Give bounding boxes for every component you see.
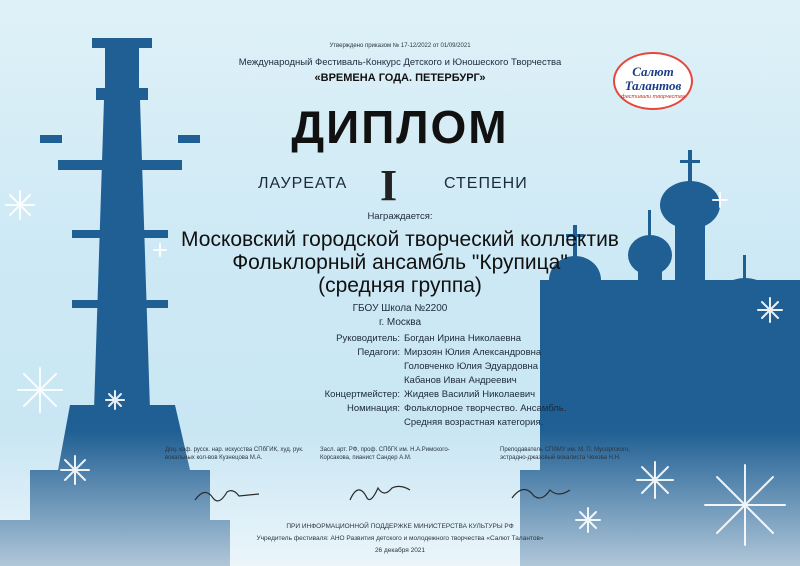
- festival-name: «ВРЕМЕНА ГОДА. ПЕТЕРБУРГ»: [314, 72, 486, 84]
- recipient-line-2: Фольклорный ансамбль "Крупица": [232, 251, 568, 274]
- logo-line1: Салют: [632, 64, 674, 79]
- detail-value: Головченко Юлия Эдуардовна: [404, 361, 539, 372]
- founder-note: Учредитель фестиваля: АНО Развития детского и молодежного творчества «Салют Талантов»: [256, 535, 544, 542]
- detail-value: Средняя возрастная категория.: [404, 417, 544, 428]
- city-name: г. Москва: [378, 317, 422, 328]
- degree-left: ЛАУРЕАТА: [258, 175, 348, 192]
- festival-subtitle: Международный Фестиваль-Конкурс Детского и Юношеского Творчества: [238, 57, 562, 68]
- detail-label: Концертмейстер:: [324, 389, 400, 400]
- detail-value: Фольклорное творчество. Ансамбль.: [404, 403, 567, 414]
- recipient-line-3: (средняя группа): [318, 274, 482, 297]
- signature-caption-1: Доц. каф. русск. нар. искусства СПбГИК, худ. рук. вокальных кол-вов Кузнецова М.А.: [165, 447, 304, 461]
- detail-value: Жидяев Василий Николаевич: [404, 389, 536, 400]
- detail-value: Кабанов Иван Андреевич: [404, 375, 517, 386]
- awarded-label: Награждается:: [367, 211, 433, 222]
- logo-line3: фестивали творчества: [621, 94, 685, 100]
- approval-note: Утверждено приказом № 17-12/2022 от 01/09/2021: [329, 43, 471, 49]
- issue-date: 26 декабря 2021: [374, 547, 426, 554]
- recipient-line-1: Московский городской творческий коллектив: [181, 228, 619, 251]
- detail-label: Педагоги:: [357, 347, 400, 358]
- school-name: ГБОУ Школа №2200: [352, 303, 448, 314]
- diploma-title: ДИПЛОМ: [291, 101, 509, 153]
- detail-value: Мирзоян Юлия Александровна: [404, 347, 542, 358]
- signature-caption-3: Преподаватель СПбМУ им. М. П. Мусоргского, эстрадно-джазовый вокалиста Чехова Н.Н.: [500, 447, 630, 461]
- detail-label: Руководитель:: [336, 333, 400, 344]
- detail-label: Номинация:: [346, 403, 400, 414]
- logo-line2: Талантов: [624, 78, 682, 93]
- detail-value: Богдан Ирина Николаевна: [404, 333, 522, 344]
- degree-numeral: I: [380, 161, 398, 210]
- degree-right: СТЕПЕНИ: [444, 175, 528, 192]
- signature-caption-2: Засл. арт. РФ, проф. СПбГК им. Н.А.Римского-Корсакова, пианист Сандер А.М.: [320, 447, 450, 461]
- ministry-support: ПРИ ИНФОРМАЦИОННОЙ ПОДДЕРЖКЕ МИНИСТЕРСТВА КУЛЬТУРЫ РФ: [286, 523, 514, 530]
